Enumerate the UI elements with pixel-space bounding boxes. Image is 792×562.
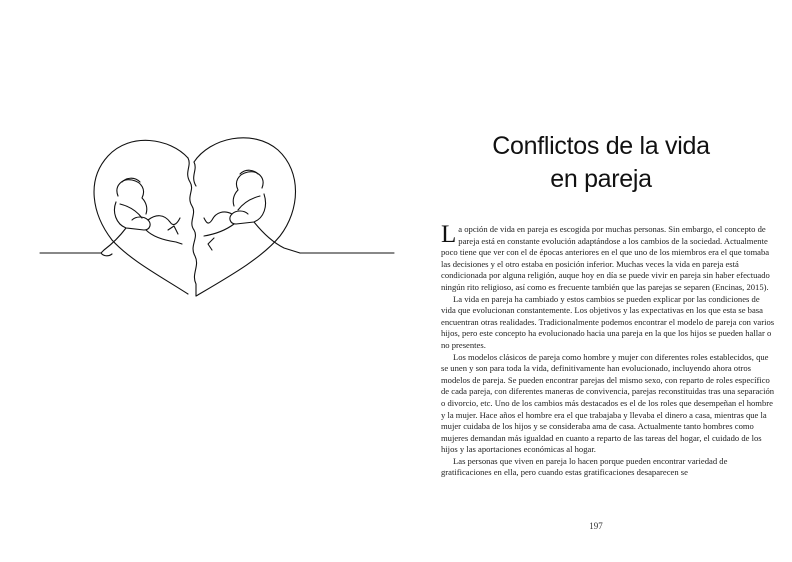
paragraph-3: Los modelos clásicos de pareja como hombre y mujer con diferentes roles establecidos, que se unen y son para toda la vida, definitivamente han evolucionado, incluyendo ahora otros modelos de pareja. Se pueden encontrar parejas del mismo sexo, con reparto de roles específico de cada pareja, con diferentes maneras de convivencia, parejas reconstituidas tras una separación o divorcio, etc. Uno de los cambios más destacados es el de los roles que desempeñan el hombre y la mujer. Hace años el hombre era el que trabajaba y llevaba el dinero a casa, mientras que la mujer cuidaba de los hijos y se consideraba ama de casa. Actualmente tanto hombres como mujeres demandan más igualdad en cuanto a reparto de las tareas del hogar, el cuidado de los hijos y las aportaciones económicas al hogar.	[441, 351, 775, 455]
page-number: 197	[589, 521, 603, 531]
chapter-title-line-2: en pareja	[550, 165, 652, 193]
heart-crack	[188, 158, 197, 296]
drop-cap: L	[441, 221, 457, 248]
right-page	[396, 0, 792, 562]
heart-right-half	[194, 138, 296, 296]
paragraph-4: Las personas que viven en pareja lo hacen porque pueden encontrar variedad de gratificaciones en ella, pero cuando estas gratificaciones desaparecen se	[441, 455, 728, 478]
chapter-body	[441, 221, 775, 479]
broken-heart-couple-illustration	[0, 110, 396, 310]
chapter-title-line-1: Conflictos de la vida	[492, 132, 710, 160]
chapter-title	[456, 130, 746, 196]
paragraph-1: La opción de vida en pareja es escogida por muchas personas. Sin embargo, el concepto de pareja está en constante evolución adaptándose a los cambios de la sociedad. Actualmente poco tiene que ver con el de épocas anteriores en el que uno de los miembros era el que tomaba las decisiones y el otro estaba en posición inferior. Muchas veces la vida en pareja está condicionada por alguna religión, auque hoy en día se puede vivir en pareja sin haber efectuado ningún rito religioso, así como es frecuente también que las parejas se separen (Encinas, 2015).	[441, 221, 770, 292]
paragraph-2: La vida en pareja ha cambiado y estos cambios se pueden explicar por las condiciones de vida que evolucionan constantemente. Los objetivos y las expectativas en los que esta se basa encuentran otras realidades. Tradicionalmente podemos encontrar el modelo de pareja con varios hijos, pero este concepto ha evolucionado hacia una pareja en la que los hijos se pueden hallar o no presentes.	[441, 293, 775, 350]
